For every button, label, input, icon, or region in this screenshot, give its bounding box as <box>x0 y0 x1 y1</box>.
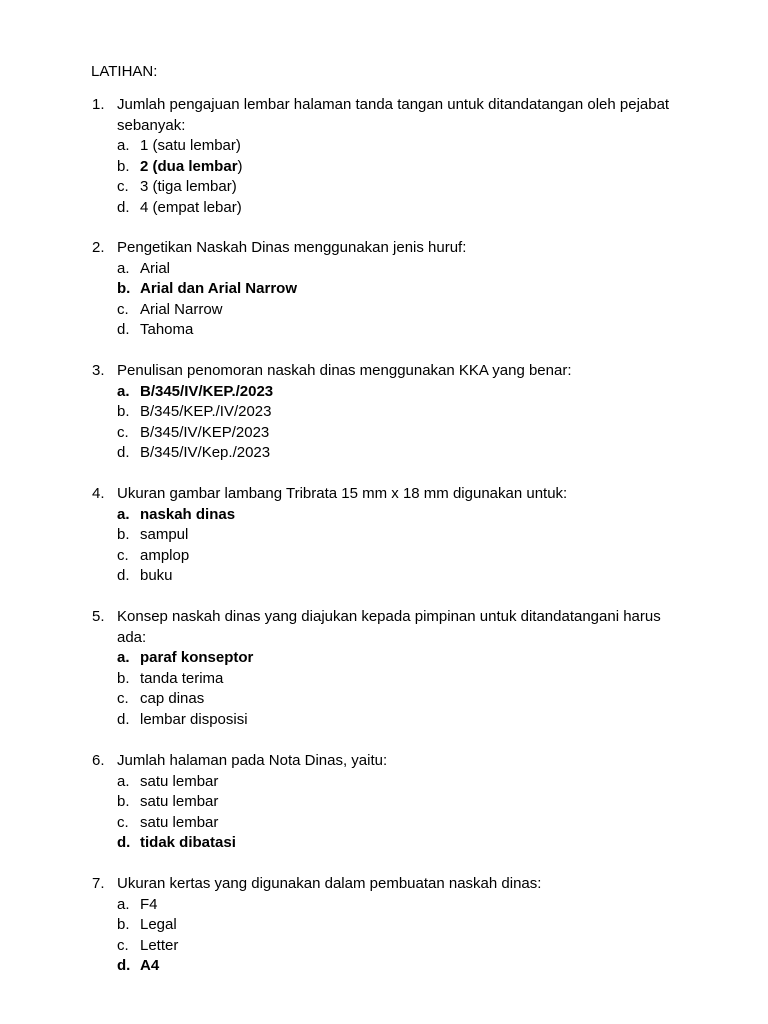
question-number: 2. <box>92 239 105 256</box>
option-text: B/345/IV/KEP/2023 <box>140 423 270 441</box>
option-letter: c. <box>117 423 129 441</box>
option-b <box>92 402 682 423</box>
option-letter: a. <box>117 382 130 400</box>
option-letter: a. <box>117 137 130 154</box>
question-text: Ukuran gambar lambang Tribrata 15 mm x 18 mm digunakan untuk: <box>117 485 568 502</box>
question-text: Jumlah pengajuan lembar halaman tanda tangan untuk ditandatangan oleh pejabat sebanyak: <box>117 96 670 134</box>
option-letter: c. <box>117 936 129 954</box>
option-letter: c. <box>117 813 129 831</box>
question-7 <box>92 874 682 977</box>
option-letter: c. <box>117 690 129 707</box>
option-c <box>92 177 682 198</box>
option-letter: d. <box>117 957 131 974</box>
question-5 <box>92 607 682 730</box>
option-letter: d. <box>117 444 130 461</box>
question-number: 6. <box>92 752 105 769</box>
option-d <box>92 320 682 341</box>
option-text: A4 <box>140 957 160 974</box>
question-3-stem <box>92 361 682 382</box>
option-d <box>92 566 682 587</box>
question-text: Ukuran kertas yang digunakan dalam pembuatan naskah dinas: <box>117 875 542 892</box>
question-6 <box>92 751 682 854</box>
option-letter: d. <box>117 321 130 338</box>
option-a <box>92 259 682 280</box>
option-letter: a. <box>117 259 130 277</box>
option-text: satu lembar <box>140 772 219 790</box>
page-title: LATIHAN: <box>91 63 158 80</box>
option-text: cap dinas <box>140 690 205 707</box>
option-letter: b. <box>117 280 131 297</box>
question-number: 7. <box>92 875 105 892</box>
option-letter: b. <box>117 526 130 543</box>
option-letter: c. <box>117 178 129 195</box>
option-text: 4 (empat lebar) <box>140 198 242 216</box>
question-1 <box>92 95 682 218</box>
question-4 <box>92 484 682 587</box>
question-6-stem <box>92 751 682 772</box>
option-text: satu lembar <box>140 813 219 831</box>
option-a <box>92 772 682 793</box>
option-letter: b. <box>117 793 130 810</box>
option-text: 1 (satu lembar) <box>140 137 241 154</box>
option-b <box>92 915 682 936</box>
question-number: 3. <box>92 362 105 379</box>
option-text: tidak dibatasi <box>140 834 236 851</box>
option-letter: a. <box>117 505 130 523</box>
option-text: amplop <box>140 546 190 564</box>
option-c <box>92 300 682 321</box>
option-letter: b. <box>117 157 130 175</box>
option-c <box>92 689 682 710</box>
option-text: Arial dan Arial Narrow <box>140 280 297 297</box>
option-text: Tahoma <box>140 321 194 338</box>
option-letter: b. <box>117 403 130 420</box>
option-d <box>92 198 682 219</box>
option-text: B/345/IV/Kep./2023 <box>140 444 271 461</box>
option-text: lembar disposisi <box>140 710 248 728</box>
option-letter: a. <box>117 895 130 913</box>
option-text: sampul <box>140 526 189 543</box>
question-number: 5. <box>92 608 105 625</box>
question-text: Penulisan penomoran naskah dinas menggunakan KKA yang benar: <box>117 362 572 379</box>
option-d <box>92 443 682 464</box>
option-c <box>92 546 682 567</box>
option-letter: c. <box>117 546 129 564</box>
option-text: B/345/IV/KEP./2023 <box>140 382 274 400</box>
option-letter: b. <box>117 669 130 687</box>
option-c <box>92 813 682 834</box>
question-2 <box>92 238 682 341</box>
option-text: Legal <box>140 916 177 933</box>
question-1-stem <box>92 95 682 136</box>
question-4-stem <box>92 484 682 505</box>
question-text: Jumlah halaman pada Nota Dinas, yaitu: <box>117 752 388 769</box>
option-b <box>92 157 682 178</box>
option-d <box>92 710 682 731</box>
option-text: F4 <box>140 895 158 913</box>
option-text: Letter <box>140 936 179 954</box>
question-number: 1. <box>92 96 105 113</box>
option-c <box>92 936 682 957</box>
option-a <box>92 895 682 916</box>
option-text: naskah dinas <box>140 505 236 523</box>
question-2-stem <box>92 238 682 259</box>
option-letter: a. <box>117 649 130 666</box>
option-letter: d. <box>117 710 130 728</box>
option-a <box>92 136 682 157</box>
question-text: Konsep naskah dinas yang diajukan kepada pimpinan untuk ditandatangani harus ada: <box>117 608 661 646</box>
option-letter: b. <box>117 916 130 933</box>
question-number: 4. <box>92 485 105 502</box>
option-text: paraf konseptor <box>140 649 254 666</box>
option-a <box>92 648 682 669</box>
option-letter: d. <box>117 198 130 216</box>
option-text <box>140 157 243 178</box>
question-5-stem <box>92 607 682 648</box>
option-a <box>92 382 682 403</box>
option-text: tanda terima <box>140 669 224 687</box>
option-text: Arial Narrow <box>140 300 223 318</box>
option-text-bold-part: 2 (dua lembar <box>140 157 238 175</box>
option-letter: d. <box>117 834 131 851</box>
question-7-stem <box>92 874 682 895</box>
option-letter: d. <box>117 567 130 584</box>
option-letter: a. <box>117 772 130 790</box>
option-d <box>92 833 682 854</box>
option-d <box>92 956 682 977</box>
option-text: buku <box>140 567 173 584</box>
question-text: Pengetikan Naskah Dinas menggunakan jenis huruf: <box>117 239 467 256</box>
option-a <box>92 505 682 526</box>
option-text: satu lembar <box>140 793 219 810</box>
option-b <box>92 525 682 546</box>
option-letter: c. <box>117 300 129 318</box>
option-text: B/345/KEP./IV/2023 <box>140 403 272 420</box>
option-text: 3 (tiga lembar) <box>140 178 237 195</box>
option-text: Arial <box>140 259 171 277</box>
option-b <box>92 279 682 300</box>
option-text-rest: ) <box>237 157 243 175</box>
question-3 <box>92 361 682 464</box>
option-c <box>92 423 682 444</box>
option-b <box>92 669 682 690</box>
option-b <box>92 792 682 813</box>
